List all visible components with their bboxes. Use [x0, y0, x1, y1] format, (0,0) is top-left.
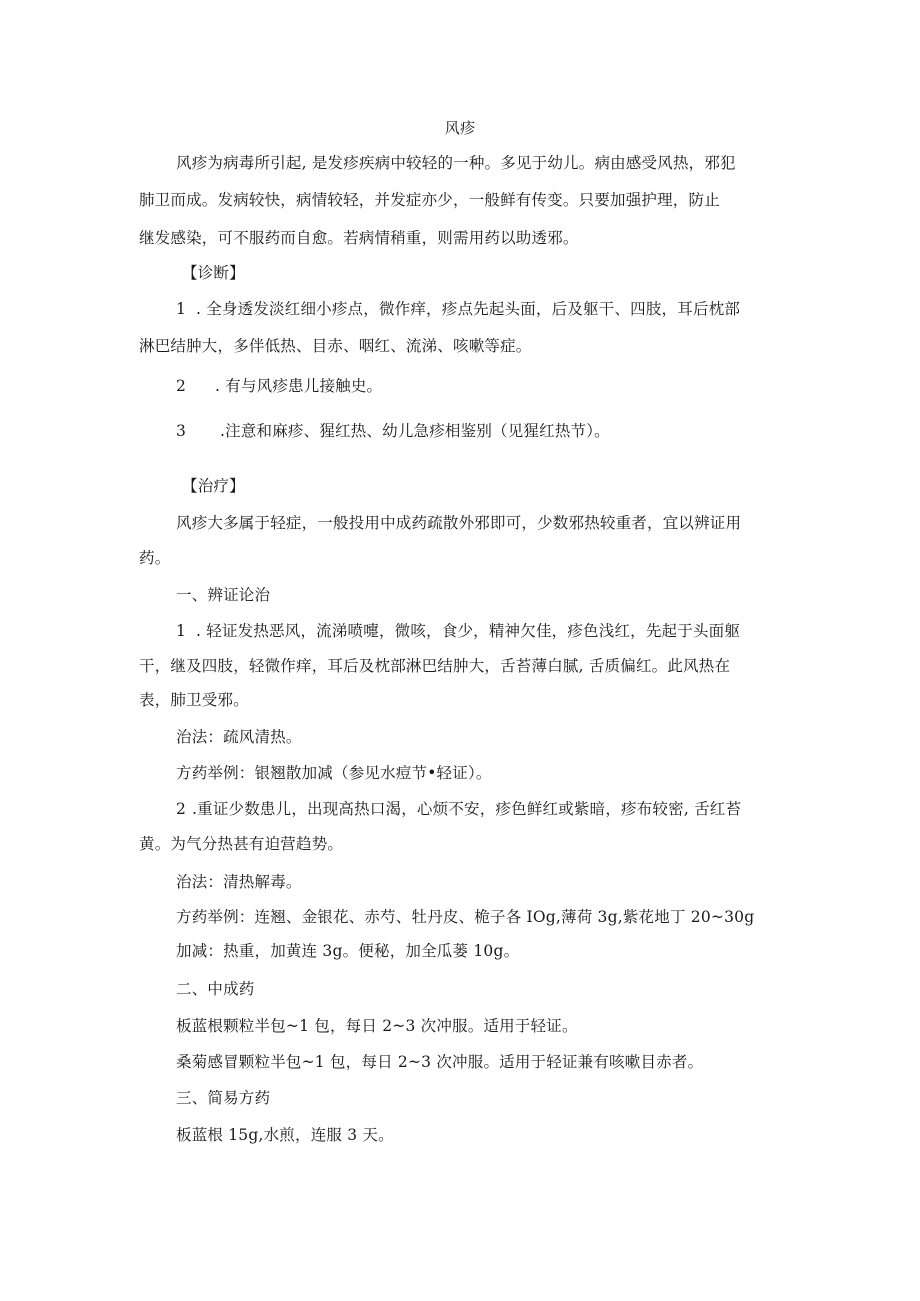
- mild-line-2: 干，继及四肢，轻微作痒，耳后及枕部淋巴结肿大，舌苔薄白腻, 舌质偏红。此风热在: [139, 657, 731, 675]
- diagnosis-item-2-number: 2: [176, 377, 186, 395]
- diagnosis-item-1-number: 1: [176, 300, 186, 318]
- section-1-heading: 一、辨证论治: [176, 586, 271, 604]
- section-2-line-1: 板蓝根颗粒半包~1 包，每日 2~3 次冲服。适用于轻证。: [176, 1017, 578, 1035]
- diagnosis-heading: 【诊断】: [182, 264, 245, 282]
- section-3-heading: 三、简易方药: [176, 1089, 271, 1107]
- severe-method: 治法：清热解毒。: [176, 873, 302, 891]
- diagnosis-item-2-text: . 有与风疹患儿接触史。: [215, 377, 383, 395]
- diagnosis-item-3-number: 3: [176, 422, 186, 440]
- mild-number: 1: [176, 622, 186, 640]
- diagnosis-item-1-line-1: . 全身透发淡红细小疹点，微作痒，疹点先起头面，后及躯干、四肢，耳后枕部: [196, 300, 741, 318]
- diagnosis-item-1-line-2: 淋巴结肿大，多伴低热、目赤、咽红、流涕、咳嗽等症。: [139, 337, 532, 355]
- mild-line-1: . 轻证发热恶风，流涕喷嚏，微咳，食少，精神欠佳，疹色浅红，先起于头面躯: [196, 622, 741, 640]
- severe-line-2: 黄。为气分热甚有迫营趋势。: [139, 835, 344, 853]
- intro-line-2: 肺卫而成。发病较快，病情较轻，并发症亦少，一般鲜有传变。只要加强护理，防止: [139, 191, 720, 209]
- severe-number: 2: [176, 800, 186, 818]
- section-3-line-1: 板蓝根 15g,水煎，连服 3 天。: [176, 1126, 394, 1144]
- severe-modify: 加减：热重，加黄连 3g。便秘，加全瓜蒌 10g。: [176, 942, 520, 960]
- mild-method: 治法：疏风清热。: [176, 728, 302, 746]
- page-title: 风疹: [444, 119, 476, 137]
- severe-line-1: .重证少数患儿，出现高热口渴，心烦不安，疹色鲜红或紫暗，疹布较密, 舌红苔: [192, 800, 742, 818]
- severe-formula: 方药举例：连翘、金银花、赤芍、牡丹皮、桅子各 IOg,薄荷 3g,紫花地丁 20~30g: [176, 908, 755, 926]
- treatment-intro-line-2: 药。: [139, 549, 171, 567]
- treatment-intro-line-1: 风疹大多属于轻症，一般投用中成药疏散外邪即可，少数邪热较重者，宜以辨证用: [176, 514, 742, 532]
- diagnosis-item-3-text: .注意和麻疹、猩红热、幼儿急疹相鉴别（见猩红热节）。: [220, 422, 610, 440]
- intro-line-3: 继发感染，可不服药而自愈。若病情稍重，则需用药以助透邪。: [139, 229, 579, 247]
- section-2-line-2: 桑菊感冒颗粒半包~1 包，每日 2~3 次冲服。适用于轻证兼有咳嗽目赤者。: [176, 1053, 704, 1071]
- treatment-heading: 【治疗】: [182, 477, 245, 495]
- mild-formula: 方药举例：银翘散加减（参见水痘节•轻证）。: [176, 764, 492, 782]
- section-2-heading: 二、中成药: [176, 980, 255, 998]
- intro-line-1: 风疹为病毒所引起, 是发疹疾病中较轻的一种。多见于幼儿。病由感受风热，邪犯: [176, 154, 736, 172]
- mild-line-3: 表，肺卫受邪。: [139, 691, 249, 709]
